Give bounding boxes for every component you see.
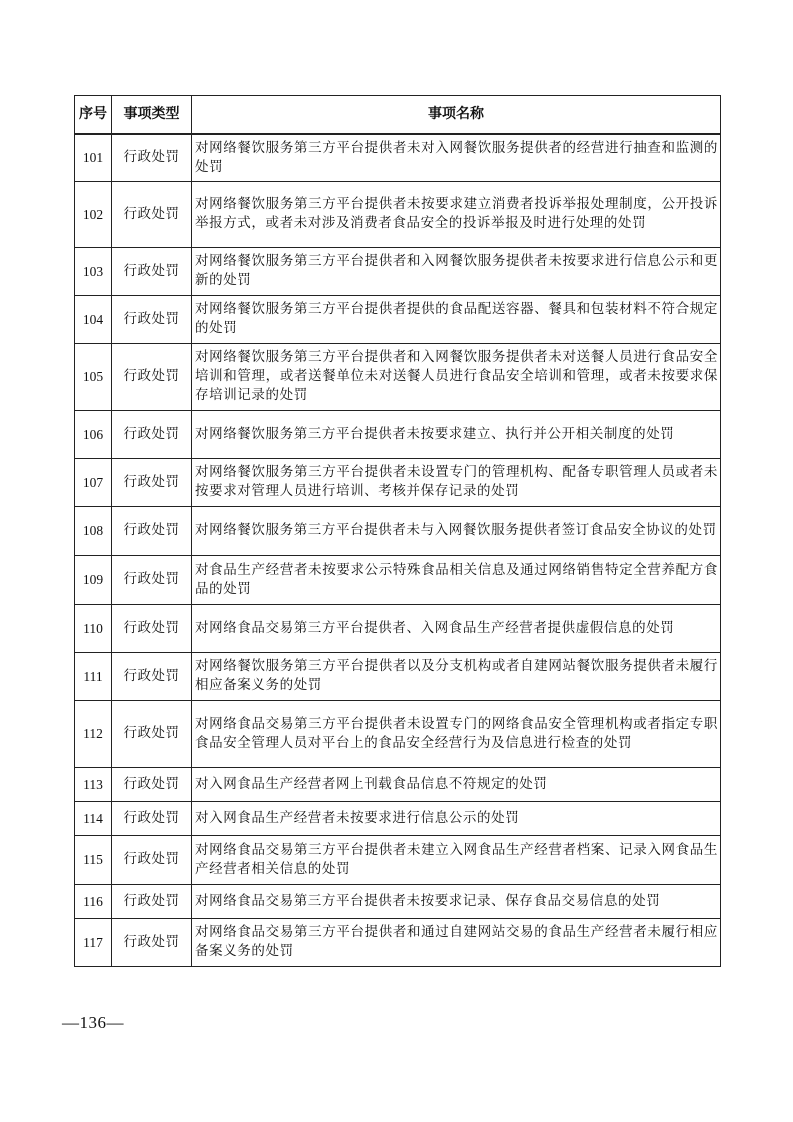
row-type: 行政处罚 [112, 134, 192, 181]
row-type: 行政处罚 [112, 801, 192, 835]
table-row [75, 181, 721, 247]
header-no: 序号 [75, 96, 112, 135]
table-row [75, 134, 721, 181]
row-no: 106 [75, 410, 112, 458]
row-name: 对网络餐饮服务第三方平台提供者和入网餐饮服务提供者未对送餐人员进行食品安全培训和管理，或者送餐单位未对送餐人员进行食品安全培训和管理，或者未按要求保存培训记录的处罚 [192, 343, 721, 410]
row-name: 对网络餐饮服务第三方平台提供者未按要求建立消费者投诉举报处理制度，公开投诉举报方式，或者未对涉及消费者食品安全的投诉举报及时进行处理的处罚 [192, 181, 721, 247]
row-type: 行政处罚 [112, 181, 192, 247]
row-type: 行政处罚 [112, 410, 192, 458]
table-row [75, 555, 721, 604]
row-type: 行政处罚 [112, 918, 192, 966]
row-no: 108 [75, 506, 112, 555]
table-row [75, 410, 721, 458]
header-type: 事项类型 [112, 96, 192, 135]
row-type: 行政处罚 [112, 652, 192, 700]
row-type: 行政处罚 [112, 555, 192, 604]
row-name: 对网络餐饮服务第三方平台提供者未与入网餐饮服务提供者签订食品安全协议的处罚 [192, 506, 721, 555]
table-row [75, 801, 721, 835]
table-row [75, 884, 721, 918]
row-type: 行政处罚 [112, 835, 192, 884]
row-name: 对网络餐饮服务第三方平台提供者和入网餐饮服务提供者未按要求进行信息公示和更新的处罚 [192, 247, 721, 295]
row-no: 102 [75, 181, 112, 247]
table-row [75, 700, 721, 767]
table-row [75, 295, 721, 343]
row-type: 行政处罚 [112, 884, 192, 918]
row-name: 对网络食品交易第三方平台提供者、入网食品生产经营者提供虚假信息的处罚 [192, 604, 721, 652]
table-row [75, 835, 721, 884]
row-no: 107 [75, 458, 112, 506]
row-name: 对入网食品生产经营者网上刊载食品信息不符规定的处罚 [192, 767, 721, 801]
table-row [75, 918, 721, 966]
header-row [75, 96, 721, 135]
row-name: 对网络食品交易第三方平台提供者未设置专门的网络食品安全管理机构或者指定专职食品安全管理人员对平台上的食品安全经营行为及信息进行检查的处罚 [192, 700, 721, 767]
row-name: 对网络餐饮服务第三方平台提供者以及分支机构或者自建网站餐饮服务提供者未履行相应备案义务的处罚 [192, 652, 721, 700]
row-no: 109 [75, 555, 112, 604]
row-name: 对网络餐饮服务第三方平台提供者未对入网餐饮服务提供者的经营进行抽查和监测的处罚 [192, 134, 721, 181]
row-type: 行政处罚 [112, 343, 192, 410]
page-number: —136— [62, 1013, 124, 1032]
row-name: 对网络餐饮服务第三方平台提供者未按要求建立、执行并公开相关制度的处罚 [192, 410, 721, 458]
row-type: 行政处罚 [112, 604, 192, 652]
row-type: 行政处罚 [112, 506, 192, 555]
row-type: 行政处罚 [112, 247, 192, 295]
row-type: 行政处罚 [112, 767, 192, 801]
row-name: 对网络食品交易第三方平台提供者未建立入网食品生产经营者档案、记录入网食品生产经营者相关信息的处罚 [192, 835, 721, 884]
row-no: 115 [75, 835, 112, 884]
row-name: 对网络食品交易第三方平台提供者和通过自建网站交易的食品生产经营者未履行相应备案义务的处罚 [192, 918, 721, 966]
row-no: 112 [75, 700, 112, 767]
table-row [75, 458, 721, 506]
table-row [75, 247, 721, 295]
row-no: 104 [75, 295, 112, 343]
row-name: 对入网食品生产经营者未按要求进行信息公示的处罚 [192, 801, 721, 835]
row-name: 对食品生产经营者未按要求公示特殊食品相关信息及通过网络销售特定全营养配方食品的处罚 [192, 555, 721, 604]
row-no: 116 [75, 884, 112, 918]
row-no: 111 [75, 652, 112, 700]
items-table [74, 95, 721, 967]
row-type: 行政处罚 [112, 295, 192, 343]
table-row [75, 652, 721, 700]
row-type: 行政处罚 [112, 458, 192, 506]
row-no: 113 [75, 767, 112, 801]
row-no: 103 [75, 247, 112, 295]
table-row [75, 604, 721, 652]
header-name: 事项名称 [192, 96, 721, 135]
row-name: 对网络餐饮服务第三方平台提供者未设置专门的管理机构、配备专职管理人员或者未按要求对管理人员进行培训、考核并保存记录的处罚 [192, 458, 721, 506]
row-name: 对网络食品交易第三方平台提供者未按要求记录、保存食品交易信息的处罚 [192, 884, 721, 918]
table-row [75, 767, 721, 801]
row-name: 对网络餐饮服务第三方平台提供者提供的食品配送容器、餐具和包装材料不符合规定的处罚 [192, 295, 721, 343]
row-type: 行政处罚 [112, 700, 192, 767]
row-no: 105 [75, 343, 112, 410]
row-no: 110 [75, 604, 112, 652]
table-row [75, 343, 721, 410]
table-row [75, 506, 721, 555]
row-no: 114 [75, 801, 112, 835]
row-no: 117 [75, 918, 112, 966]
row-no: 101 [75, 134, 112, 181]
